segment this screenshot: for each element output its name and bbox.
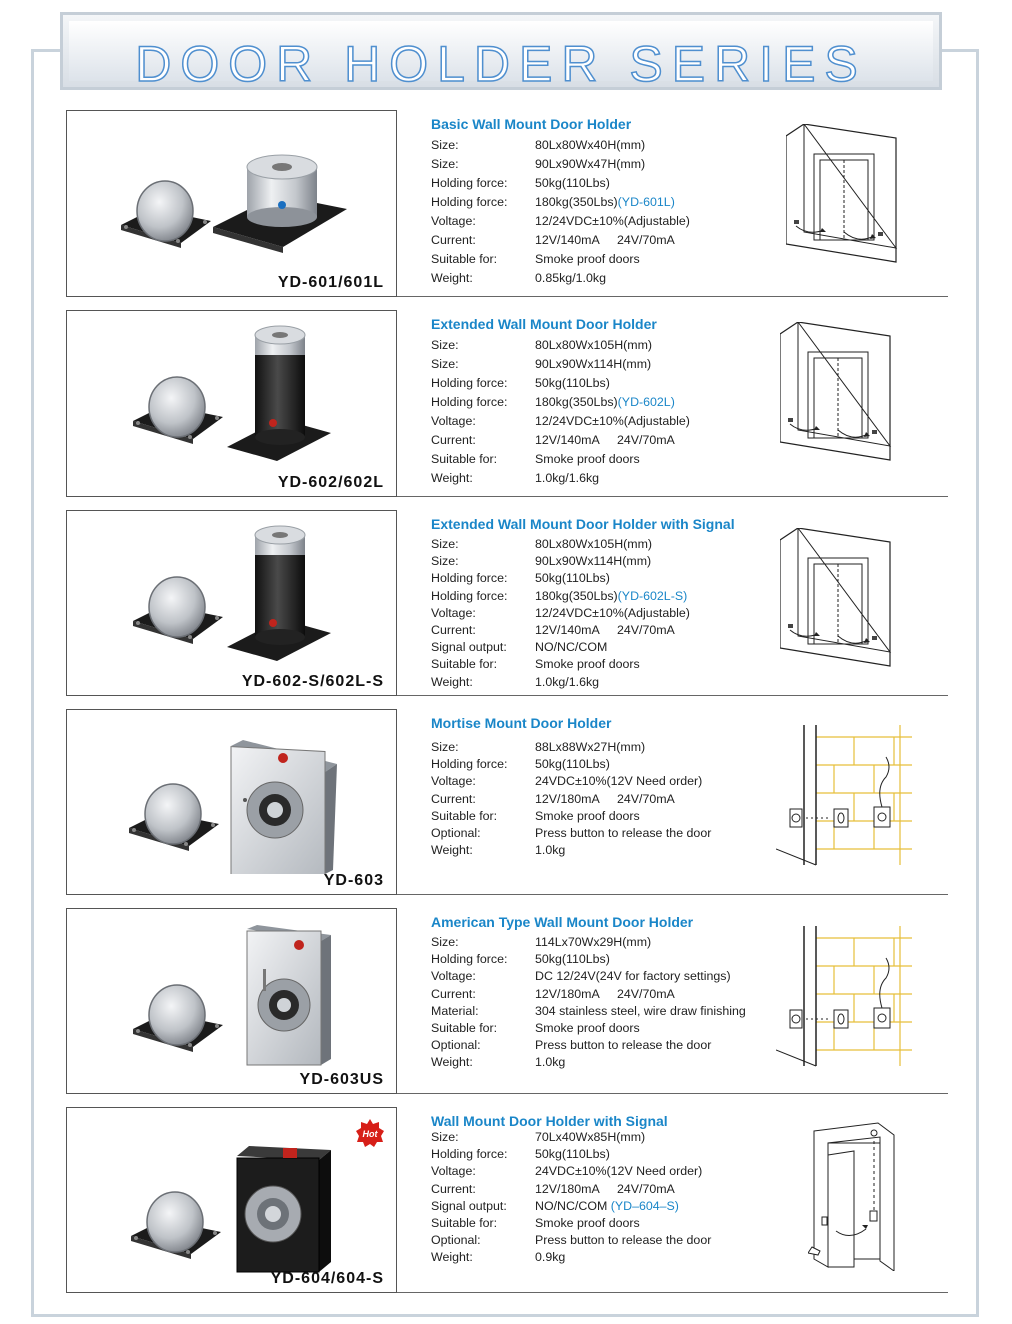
spec-row: Weight: 0.85kg/1.0kg	[431, 271, 606, 285]
spec-row: Size: 90Lx90Wx114H(mm)	[431, 554, 652, 569]
installation-diagram	[780, 322, 900, 472]
spec-row: Current: 12V/180mA 24V/70mA	[431, 1181, 675, 1196]
row-divider	[397, 894, 948, 895]
spec-row: Suitable for: Smoke proof doors	[431, 1215, 640, 1230]
spec-row: Size: 70Lx40Wx85H(mm)	[431, 1130, 646, 1144]
row-divider	[397, 496, 948, 497]
spec-row: Voltage: 24VDC±10%(12V Need order)	[431, 1164, 703, 1179]
spec-row: Material: 304 stainless steel, wire draw finishing	[431, 1003, 746, 1018]
row-divider	[397, 296, 948, 297]
spec-row: Weight: 1.0kg/1.6kg	[431, 674, 600, 689]
installation-diagram	[786, 124, 906, 269]
product-title: Mortise Mount Door Holder	[431, 715, 612, 731]
spec-row: Voltage: 12/24VDC±10%(Adjustable)	[431, 214, 690, 228]
model-number: YD-603	[323, 872, 384, 889]
spec-row: Size: 80Lx80Wx105H(mm)	[431, 537, 653, 551]
spec-row: Suitable for: Smoke proof doors	[431, 657, 640, 672]
model-number: YD-601/601L	[277, 274, 384, 291]
spec-row: Weight: 1.0kg/1.6kg	[431, 471, 600, 485]
installation-diagram	[808, 1121, 908, 1271]
product-title: Wall Mount Door Holder with Signal	[431, 1113, 668, 1129]
row-divider	[397, 695, 948, 696]
spec-row: Suitable for: Smoke proof doors	[431, 252, 640, 266]
product-row-6	[66, 1107, 948, 1293]
door-holder-image	[67, 515, 396, 675]
spec-block	[431, 1113, 791, 1267]
spec-row: Current: 12V/140mA 24V/70mA	[431, 433, 675, 447]
door-holder-image	[67, 915, 396, 1075]
product-photo-box	[66, 310, 397, 497]
spec-row: Holding force: 50kg(110Lbs)	[431, 757, 610, 772]
row-divider	[397, 1093, 948, 1094]
spec-row: Voltage: DC 12/24V(24V for factory settings)	[431, 969, 731, 984]
spec-row: Voltage: 12/24VDC±10%(Adjustable)	[431, 605, 690, 620]
product-row-4	[66, 709, 948, 895]
spec-row: Current: 12V/140mA 24V/70mA	[431, 622, 675, 637]
spec-block	[431, 516, 791, 691]
header-banner	[60, 12, 942, 90]
product-row-3	[66, 510, 948, 696]
spec-row: Optional: Press button to release the door	[431, 1233, 712, 1248]
door-holder-image	[67, 714, 396, 874]
model-number: YD-604/604-S	[270, 1270, 384, 1287]
product-photo-box	[66, 709, 397, 895]
spec-row: Holding force: 180kg(350Lbs)(YD-602L-S)	[431, 588, 688, 603]
spec-block	[431, 116, 791, 288]
hot-badge	[355, 1118, 385, 1148]
spec-row: Size: 114Lx70Wx29H(mm)	[431, 935, 652, 949]
spec-row: Optional: Press button to release the door	[431, 825, 712, 840]
spec-row: Current: 12V/180mA 24V/70mA	[431, 986, 675, 1001]
spec-row: Size: 88Lx88Wx27H(mm)	[431, 740, 646, 754]
spec-row: Voltage: 12/24VDC±10%(Adjustable)	[431, 414, 690, 428]
hot-badge-label: Hot	[362, 1129, 378, 1139]
spec-row: Signal output: NO/NC/COM (YD–604–S)	[431, 1198, 679, 1213]
installation-diagram	[780, 528, 900, 678]
spec-block	[431, 316, 791, 488]
spec-row: Current: 12V/140mA 24V/70mA	[431, 233, 675, 247]
spec-row: Weight: 1.0kg	[431, 843, 566, 858]
product-title: Extended Wall Mount Door Holder with Signal	[431, 516, 735, 532]
frame-top-right	[942, 49, 979, 52]
spec-block	[431, 715, 791, 859]
spec-row: Optional: Press button to release the door	[431, 1038, 712, 1053]
spec-row: Suitable for: Smoke proof doors	[431, 452, 640, 466]
product-row-1	[66, 110, 948, 297]
model-number: YD-603US	[299, 1071, 384, 1088]
spec-row: Holding force: 50kg(110Lbs)	[431, 176, 610, 190]
product-title: Extended Wall Mount Door Holder	[431, 316, 657, 332]
door-holder-image	[67, 1112, 396, 1288]
product-title: American Type Wall Mount Door Holder	[431, 914, 694, 930]
model-number: YD-602-S/602L-S	[241, 673, 384, 690]
spec-row: Signal output: NO/NC/COM	[431, 640, 608, 655]
installation-diagram	[776, 725, 916, 870]
spec-row: Suitable for: Smoke proof doors	[431, 1020, 640, 1035]
product-photo-box	[66, 110, 397, 297]
product-photo-box	[66, 510, 397, 696]
spec-row: Size: 90Lx90Wx47H(mm)	[431, 157, 646, 171]
spec-row: Weight: 1.0kg	[431, 1055, 566, 1070]
spec-row: Size: 80Lx80Wx105H(mm)	[431, 338, 653, 352]
spec-row: Voltage: 24VDC±10%(12V Need order)	[431, 774, 703, 789]
spec-row: Holding force: 50kg(110Lbs)	[431, 1147, 610, 1162]
spec-row: Size: 90Lx90Wx114H(mm)	[431, 357, 652, 371]
row-divider	[397, 1292, 948, 1293]
product-photo-box	[66, 1107, 397, 1293]
product-row-2	[66, 310, 948, 497]
frame-top-left	[31, 49, 63, 52]
spec-row: Size: 80Lx80Wx40H(mm)	[431, 138, 646, 152]
spec-block	[431, 914, 791, 1072]
spec-row: Holding force: 180kg(350Lbs)(YD-601L)	[431, 195, 675, 209]
banner-inner	[69, 21, 933, 92]
spec-row: Holding force: 50kg(110Lbs)	[431, 952, 610, 967]
spec-row: Holding force: 180kg(350Lbs)(YD-602L)	[431, 395, 675, 409]
model-number: YD-602/602L	[277, 474, 384, 491]
spec-row: Holding force: 50kg(110Lbs)	[431, 571, 610, 586]
door-holder-image	[67, 119, 396, 279]
product-photo-box	[66, 908, 397, 1094]
product-row-5	[66, 908, 948, 1094]
spec-row: Current: 12V/180mA 24V/70mA	[431, 791, 675, 806]
page-title: DOOR HOLDER SERIES	[135, 36, 867, 92]
door-holder-image	[67, 315, 396, 475]
spec-row: Suitable for: Smoke proof doors	[431, 808, 640, 823]
spec-row: Holding force: 50kg(110Lbs)	[431, 376, 610, 390]
installation-diagram	[776, 926, 916, 1071]
spec-row: Weight: 0.9kg	[431, 1250, 566, 1265]
product-title: Basic Wall Mount Door Holder	[431, 116, 632, 132]
